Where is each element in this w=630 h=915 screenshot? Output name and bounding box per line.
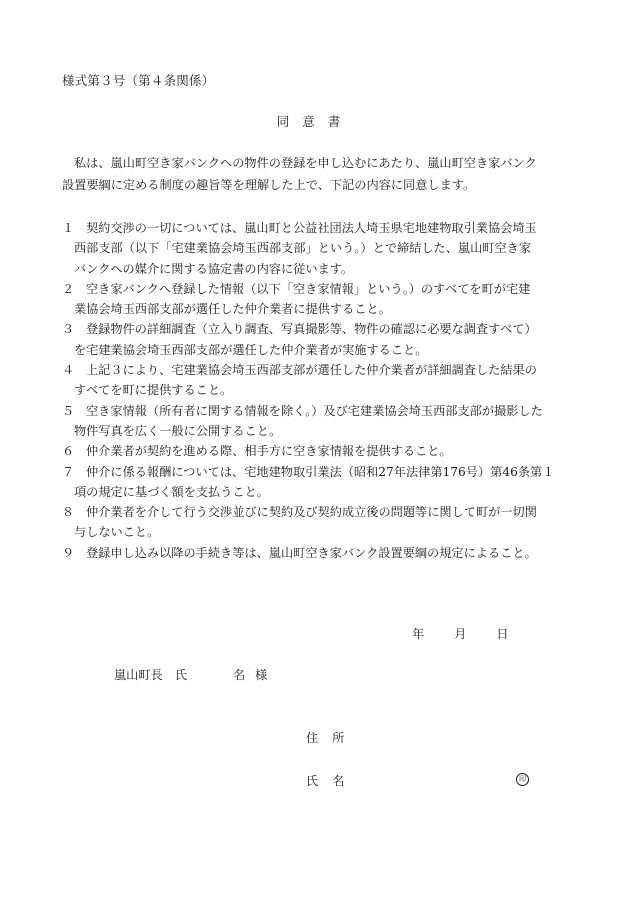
addressee-line [114,666,267,683]
term-text: すべてを町に提供すること。 [74,383,233,398]
term-item-4 [62,360,582,401]
intro-line-2: 設置要綱に定める制度の趣旨等を理解した上で、下記の内容に同意します。 [62,178,476,192]
intro-line-1: 私は、嵐山町空き家バンクへの物件の登録を申し込むにあたり、嵐山町空き家バンク [74,156,537,170]
date-year-label: 年 [412,627,425,641]
date-day-label: 日 [496,627,509,641]
addressee-office: 嵐山町長 [114,668,163,682]
intro-paragraph [62,152,582,196]
term-number: ２ [62,281,75,296]
term-number: ９ [62,545,75,560]
name-label-char: 氏 [306,774,319,788]
term-item-3 [62,319,582,360]
addressee-honorific: 様 [255,668,268,682]
term-number: １ [62,221,75,235]
name-label-char: 名 [332,774,345,788]
term-text: 与しないこと。 [74,525,160,540]
address-label-char: 所 [332,731,345,745]
term-text: 契約交渉の一切については、嵐山町と公益社団法人埼玉県宅地建物取引業協会埼玉 [86,221,537,235]
term-number: ３ [62,322,75,337]
term-number: ８ [62,505,75,520]
addressee-name-label: 名 [232,668,246,682]
term-text: 項の規定に基づく額を支払うこと。 [74,484,269,499]
term-number: ７ [62,464,75,479]
addressee-shi: 氏 [174,668,187,682]
term-item-2 [62,279,582,320]
applicant-name-label [306,772,344,789]
term-text: 西部支部（以下「宅建業協会埼玉西部支部」という。）とで締結した、嵐山町空き家 [74,241,532,256]
address-label-char: 住 [306,731,319,745]
term-text: を宅建業協会埼玉西部支部が選任した仲介業者が実施すること。 [74,342,428,357]
term-item-5 [62,401,582,442]
term-text: 仲介に係る報酬については、宅地建物取引業法（昭和27年法律第176号）第46条第１ [86,464,555,479]
term-number: ６ [62,444,75,459]
term-text: 登録物件の詳細調査（立入り調査、写真撮影等、物件の確認に必要な調査すべて） [86,322,537,337]
term-text: 空き家情報（所有者に関する情報を除く。）及び宅建業協会埼玉西部支部が撮影した [86,403,543,418]
term-item-6 [62,441,582,461]
term-text: 物件写真を広く一般に公開すること。 [74,423,282,438]
form-number: 様式第３号（第４条関係） [62,73,215,88]
date-month-label: 月 [454,627,467,641]
date-line [412,625,509,642]
term-item-7 [62,462,582,503]
term-item-1 [62,218,582,279]
term-text: 空き家バンクへ登録した情報（以下「空き家情報」という。）のすべてを町が宅建 [86,281,531,296]
document-title: 同意書 [276,114,354,129]
term-item-9 [62,543,582,563]
term-text: 上記３により、宅建業協会埼玉西部支部が選任した仲介業者が詳細調査した結果の [86,363,537,378]
term-text: 仲介業者が契約を進める際、相手方に空き家情報を提供すること。 [86,444,452,459]
term-item-8 [62,502,582,543]
term-text: バンクへの媒介に関する協定書の内容に従います。 [74,261,354,276]
term-number: ５ [62,403,75,418]
applicant-address-label [306,729,344,746]
term-text: 登録申し込み以降の手続き等は、嵐山町空き家バンク設置要綱の規定によること。 [86,545,537,560]
seal-icon: 印 [516,773,529,786]
term-number: ４ [62,363,75,378]
term-text: 仲介業者を介して行う交渉並びに契約及び契約成立後の問題等に関して町が一切関 [86,505,537,520]
term-text: 業協会埼玉西部支部が選任した仲介業者に提供すること。 [74,302,391,317]
terms-list [62,218,582,563]
